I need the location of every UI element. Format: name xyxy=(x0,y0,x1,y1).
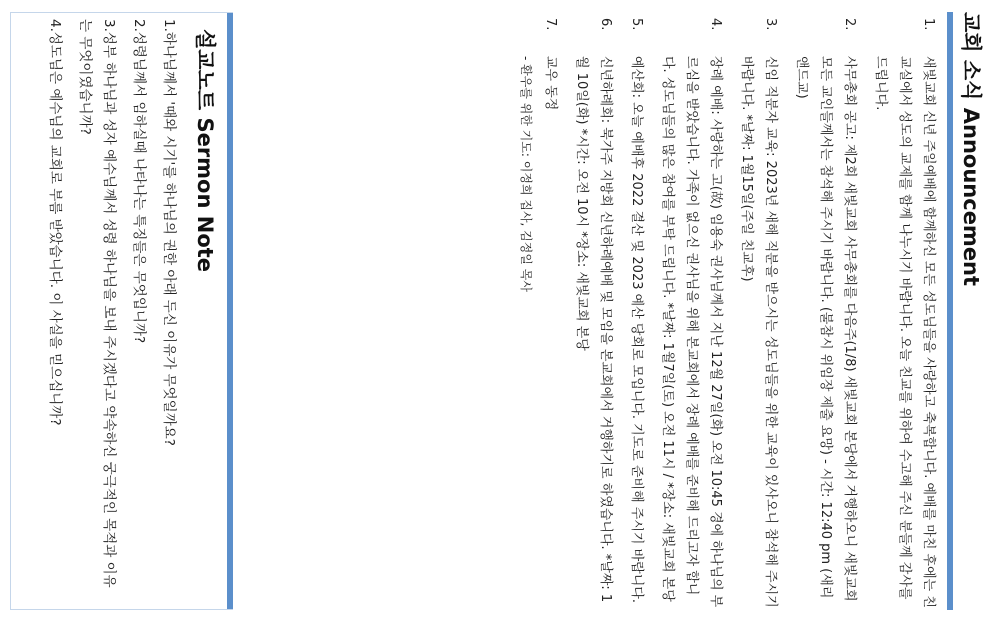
announcement-number: 2. xyxy=(842,18,857,31)
announcement-text: 예산회: 오늘 예배후 2022 결산 및 2023 예산 당회로 모입니다. 기도로 준비해 주시기 바랍니다. xyxy=(629,56,644,603)
announcement-item xyxy=(734,12,782,610)
sermon-title-bar xyxy=(227,13,233,609)
announcement-number: 6. xyxy=(598,18,613,31)
announcement-section xyxy=(513,12,989,610)
announcement-item xyxy=(513,12,562,610)
sermon-title: 설교노트 Sermon Note xyxy=(193,29,217,273)
sermon-question: 3.성부 하나님과 성자 예수님께서 성령 하나님을 보내 주시겠다고 약속하신 궁극적인 목적과 이유는 무엇이였습니까? xyxy=(77,19,117,588)
announcement-subtext: - 환우를 위한 기도: 이정희 집사, 김정일 목사 xyxy=(519,56,533,292)
announcement-text: 신년하례회: 북가주 지방회 신년하례예배 및 모임을 본교회에서 거행하기로 하였습니다. *날짜: 1월 10일(화) *시간: 오전 10시 *장소: 새빛교회 본당 xyxy=(574,56,613,603)
announcement-text: 신임 직분자 교육: 2023년 새해 직분을 받으시는 성도님들을 위한 교육이 있사오니 참석해 주시기 바랍니다. *날짜: 1월15일(주일 친교후) xyxy=(739,56,778,608)
announcement-item xyxy=(569,12,617,610)
announcement-number: 3. xyxy=(763,18,778,31)
announcement-item xyxy=(624,12,648,610)
announcement-item xyxy=(868,12,940,610)
announcement-text: 사무총회 공고: 제2회 새빛교회 사무총회를 다음주(1/8) 새빛교회 본당에서 거행하오니 새빛교회 모든 교인들께서는 참석해 주시기 바랍니다. (불참시 위임장 제출 요망) - 시간: 12:40 pm (새리앤드교) xyxy=(794,56,857,602)
announcement-item xyxy=(789,12,861,610)
sermon-question-list xyxy=(37,19,181,599)
announcement-text: 장례 예배: 사랑하는 고(故) 임용숙 권사님께서 지난 12월 27일(화) 오전 10:45 경에 하나님의 부르심을 받았습니다. 가족이 없으신 권사님을 위해 본교회에서 장례 예배를 준비해 드리고자 합니다. 성도님들의 많은 참여를 부탁 드립니다. *날짜: 1월7일(토) 오전 11시 / *장소: 새빛교회 본당 xyxy=(660,56,723,608)
announcement-number: 4. xyxy=(708,18,723,31)
announcement-title: 교회 소식 Announcement xyxy=(959,12,983,287)
sermon-question: 4.성도님은 예수님의 교회로 부름 받았습니다. 이 사실을 믿으십니까? xyxy=(47,19,63,426)
announcement-title-bar xyxy=(947,12,953,610)
sermon-question: 2.성령님께서 임하실때 나타나는 특징들은 무엇입니까? xyxy=(131,19,147,344)
announcement-text: 새빛교회 신년 주일예배에 함께하신 모든 성도님들을 사랑하고 축복합니다. 예배를 마친 후에는 친교실에서 성도의 교제를 함께 나누시기 바랍니다. 오늘 친교를 위하여 수고해 주신 분들께 감사를 드립니다. xyxy=(873,56,936,608)
announcement-number: 7. xyxy=(543,18,558,31)
sermon-question: 1.하나님께서 '때와 시기'를 하나님의 권한 아래 두신 이유가 무엇일까요? xyxy=(161,19,177,446)
announcement-number: 5. xyxy=(629,18,644,31)
announcement-text: 교우 동정 xyxy=(543,56,558,111)
announcement-text-block xyxy=(513,56,562,610)
announcement-number: 1. xyxy=(921,18,936,31)
announcement-list xyxy=(513,12,940,610)
announcement-item xyxy=(655,12,727,610)
sermon-note-section xyxy=(10,12,233,610)
